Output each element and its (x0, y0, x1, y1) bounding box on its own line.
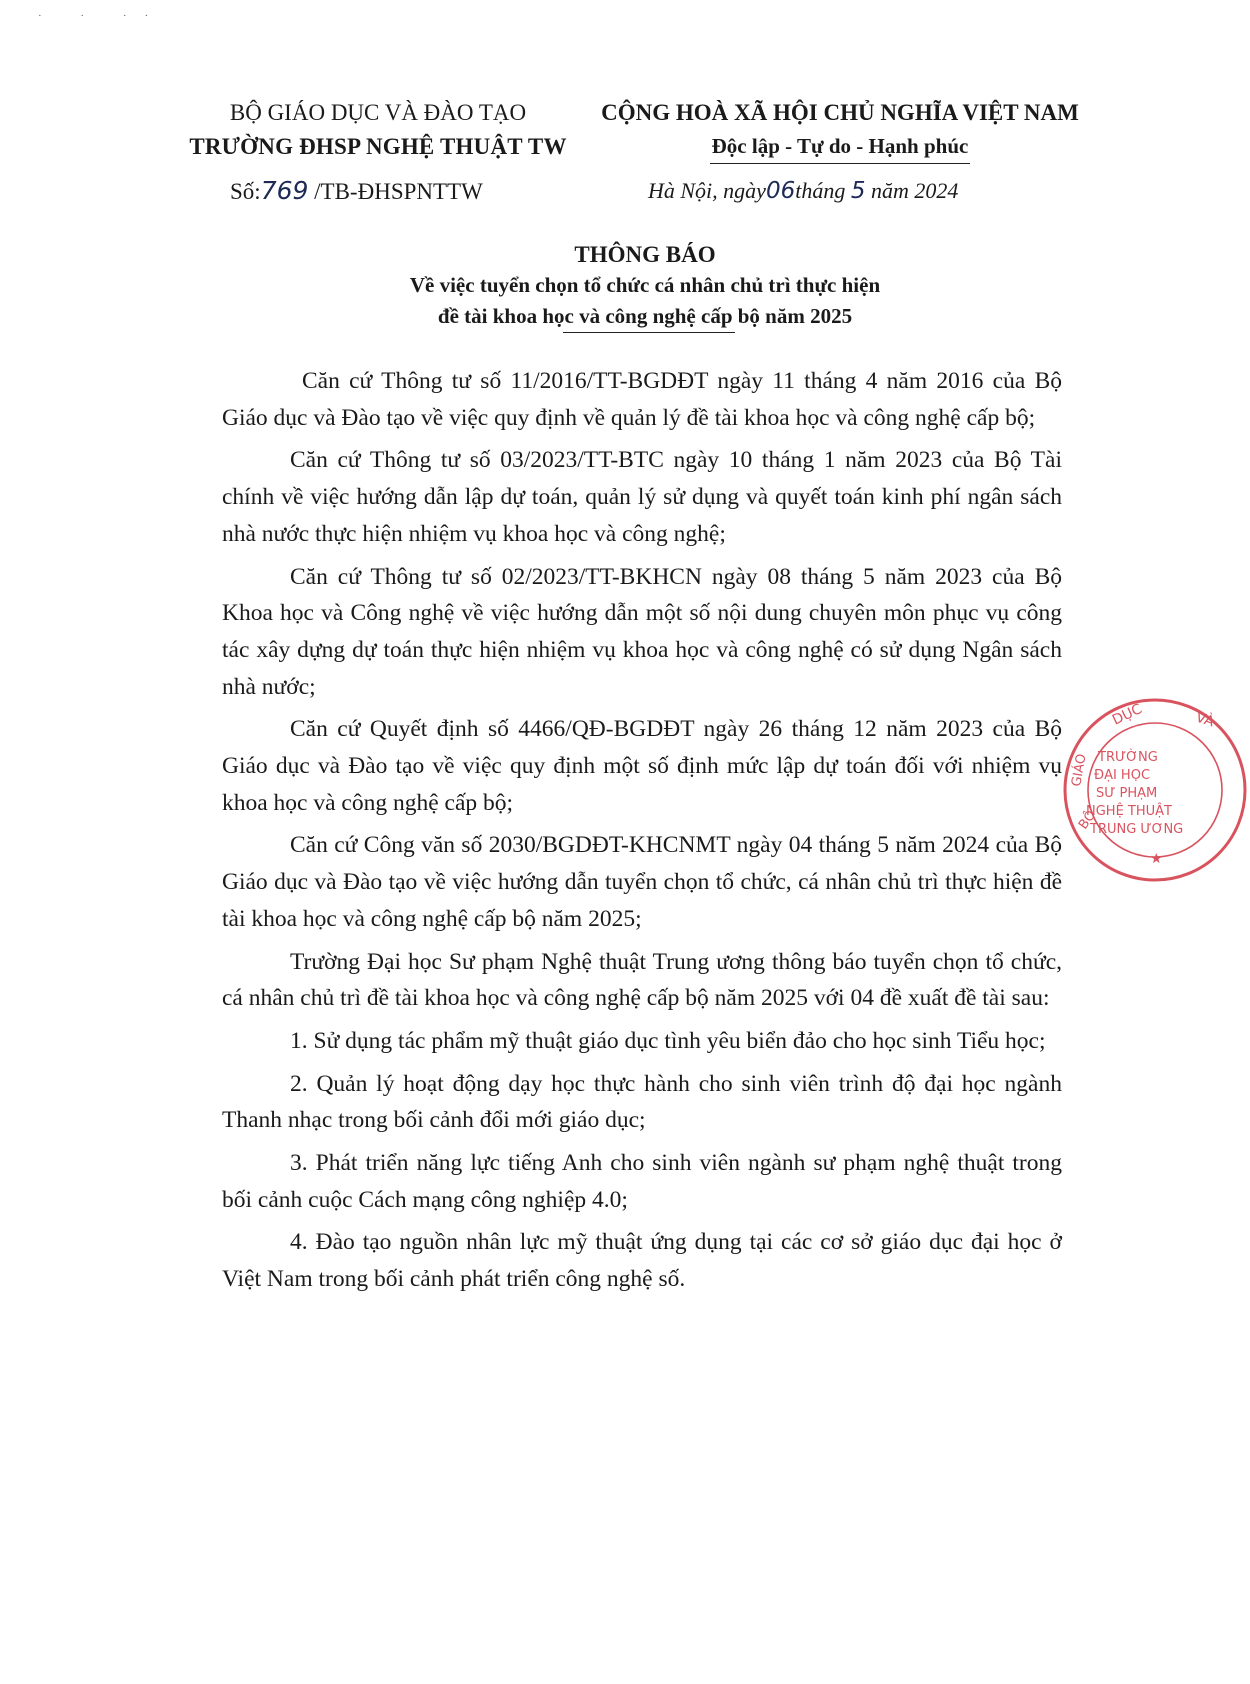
official-red-stamp (1060, 695, 1250, 885)
legal-basis-paragraph: Căn cứ Công văn số 2030/BGDĐT-KHCNMT ngày 04 tháng 5 năm 2024 của Bộ Giáo dục và Đào tạo về việc hướng dẫn tuyển chọn tổ chức, cá nhân chủ trì thực hiện đề tài khoa học và công nghệ cấp bộ năm 2025; (222, 832, 1062, 932)
svg-text:NGHỆ THUẬT: NGHỆ THUẬT (1086, 804, 1172, 819)
scan-specks: · · ·· (38, 10, 167, 22)
republic-title: CỘNG HOÀ XÃ HỘI CHỦ NGHĨA VIỆT NAM (601, 100, 1079, 125)
issuer-header (168, 96, 588, 164)
legal-basis-paragraph: Căn cứ Thông tư số 02/2023/TT-BKHCN ngày 08 tháng 5 năm 2023 của Bộ Khoa học và Công nghệ về việc hướng dẫn một số nội dung chuyên môn phục vụ công tác xây dựng dự toán thực hiện nhiệm vụ khoa học và công nghệ có sử dụng Ngân sách nhà nước; (222, 563, 1062, 700)
doc-number-prefix: Số: (230, 179, 261, 204)
legal-basis-paragraph: Căn cứ Thông tư số 03/2023/TT-BTC ngày 10 tháng 1 năm 2023 của Bộ Tài chính về việc hướng dẫn lập dự toán, quản lý sử dụng và quyết toán kinh phí ngân sách nhà nước thực hiện nhiệm vụ khoa học và công nghệ; (222, 447, 1062, 547)
legal-basis-paragraph: Căn cứ Thông tư số 11/2016/TT-BGDĐT ngày 11 tháng 4 năm 2016 của Bộ Giáo dục và Đào tạo về việc quy định về quản lý đề tài khoa học và công nghệ cấp bộ; (222, 368, 1062, 431)
title-underline (563, 332, 735, 333)
notice-subject-line-1: Về việc tuyển chọn tổ chức cá nhân chủ trì thực hiện (409, 273, 881, 297)
svg-text:★: ★ (1150, 851, 1163, 867)
doc-number-handwritten: 769 (260, 176, 309, 205)
topic-item: 2. Quản lý hoạt động dạy học thực hành cho sinh viên trình độ đại học ngành Thanh nhạc trong bối cảnh đổi mới giáo dục; (222, 1070, 1062, 1134)
topic-item: 1. Sử dụng tác phẩm mỹ thuật giáo dục tình yêu biển đảo cho học sinh Tiểu học; (290, 1027, 1046, 1054)
school-name: TRƯỜNG ĐHSP NGHỆ THUẬT TW (189, 134, 567, 159)
svg-text:TRƯỜNG: TRƯỜNG (1098, 750, 1158, 765)
svg-text:BỘ: BỘ (1075, 807, 1100, 833)
ministry-name: BỘ GIÁO DỤC VÀ ĐÀO TẠO (229, 100, 527, 125)
notice-title-block (210, 240, 1080, 333)
svg-text:VÀ: VÀ (1193, 709, 1217, 731)
svg-text:ĐẠI HỌC: ĐẠI HỌC (1094, 768, 1151, 783)
national-motto: Độc lập - Tự do - Hạnh phúc (710, 130, 971, 164)
svg-text:GIÁO: GIÁO (1069, 752, 1090, 788)
doc-number-suffix: /TB-ĐHSPNTTW (308, 179, 483, 204)
svg-text:SƯ PHẠM: SƯ PHẠM (1096, 786, 1158, 801)
place-and-date (648, 178, 958, 204)
date-month-label: tháng (795, 178, 851, 203)
legal-basis-paragraph: Căn cứ Quyết định số 4466/QĐ-BGDĐT ngày 26 tháng 12 năm 2023 của Bộ Giáo dục và Đào tạo về việc quy định một số định mức lập dự toán đối với nhiệm vụ khoa học và công nghệ cấp bộ; (222, 716, 1062, 816)
notice-title: THÔNG BÁO (574, 242, 716, 267)
notice-body (222, 363, 1062, 1304)
date-place: Hà Nội, ngày (648, 178, 766, 203)
date-year: năm 2024 (865, 178, 959, 203)
svg-text:TRUNG ƯƠNG: TRUNG ƯƠNG (1090, 822, 1184, 837)
date-month: 5 (850, 178, 866, 204)
date-day: 06 (765, 178, 796, 204)
notice-subject-line-2: đề tài khoa học và công nghệ cấp bộ năm 2025 (437, 304, 853, 328)
document-number (230, 176, 483, 205)
svg-text:DỤC: DỤC (1109, 701, 1145, 729)
announcement-paragraph: Trường Đại học Sư phạm Nghệ thuật Trung ương thông báo tuyển chọn tổ chức, cá nhân chủ trì đề tài khoa học và công nghệ cấp bộ năm 2025 với 04 đề xuất đề tài sau: (222, 948, 1062, 1012)
topic-item: 4. Đào tạo nguồn nhân lực mỹ thuật ứng dụng tại các cơ sở giáo dục đại học ở Việt Nam trong bối cảnh phát triển công nghệ số. (222, 1229, 1062, 1293)
topic-item: 3. Phát triển năng lực tiếng Anh cho sinh viên ngành sư phạm nghệ thuật trong bối cảnh cuộc Cách mạng công nghiệp 4.0; (222, 1150, 1062, 1213)
national-header (585, 96, 1095, 164)
